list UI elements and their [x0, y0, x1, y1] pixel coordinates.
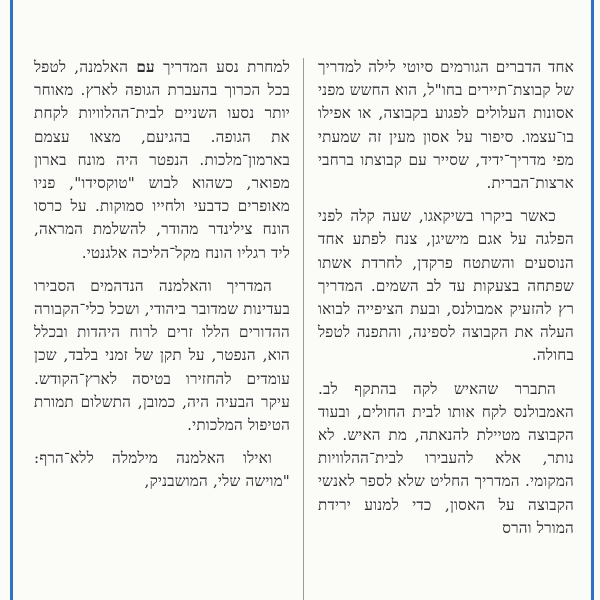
left-column-paragraph-3: ואילו האלמנה מילמלה ללא־הרף: "מוישה שלי, המושבניק, [34, 449, 290, 491]
left-text-column [34, 56, 290, 494]
paragraph-gap [34, 437, 290, 447]
right-column-paragraph-1: אחד הדברים הגורמים סיוטי לילה למדריך של קבוצת־תיירים בחו"ל, הוא החשש מפני אסונות העלולים לפגוע בקבוצה, או אפילו בו־עצמו. סיפור על אסון מעין זה שמעתי מפי מדריך־ידיד, שסייר עם קבוצתו ברחבי ארצות־הברית. [318, 58, 574, 193]
paragraph-gap [34, 265, 290, 275]
column-divider [303, 58, 304, 600]
left-paragraph-1-bold-word: עם [136, 58, 155, 76]
right-text-column [318, 56, 574, 540]
paragraph-gap [318, 195, 574, 205]
paragraph-gap [318, 368, 574, 378]
right-column-paragraph-2: כאשר ביקרו בשיקאגו, שעה קלה לפני הפלגה על אגם מישיגן, צנח לפתע אחד הנוסעים והשתטח פרקדן, לחרדת אשתו שפתחה בצעקות עד לב השמים. המדריך רץ להזעיק אמבולנס, ובעת הציפייה לבואו העלה את הקבוצה לספינה, והתפנה לטפל בחולה. [318, 207, 574, 365]
right-blue-border [591, 0, 594, 600]
right-column-paragraph-3: התברר שהאיש לקה בהתקף לב. האמבולנס לקח אותו לבית החולים, ובעוד הקבוצה מטיילת להנאתה, מת האיש. לא נותר, אלא להעבירו לבית־ההלוויות המקומי. המדריך החליט שלא לספר לאנשי הקבוצה על האסון, כדי למנוע ירידת המורל והרס [318, 379, 574, 537]
left-paragraph-1-opening: למחרת נסע המדריך [162, 58, 290, 76]
left-paragraph-1-body: האלמנה, לטפל בכל הכרוך בהעברת הגופה לארץ. מאוחר יותר נסעו השניים לבית־ההלוויות לקחת את הגופה. בהגיעם, מצאו עצמם בארמון־מלכות. הנפטר היה מונח בארון מפואר, כשהוא לבוש "טוקסידו", פניו מאופרים כדבעי ולחייו סמוקות. על כרסו הונח צילינדר מהודר, להשלמת המראה, ליד רגליו הונח מקל־הליכה אלגנטי. [34, 58, 290, 262]
left-column-paragraph-1 [34, 56, 290, 265]
left-column-paragraph-2: המדריך והאלמנה הנדהמים הסבירו בעדינות שמדובר ביהודי, ושכל כלי־הקבורה ההדורים הללו זרים לרוח היהדות ובכלל הוא, הנפטר, על תקן של זמני בלבד, שכן עומדים להחזירו בטיסה לארץ־הקודש. עיקר הבעיה היה, כמובן, התשלום תמורת הטיפול המלכותי. [34, 276, 290, 435]
left-blue-border [10, 0, 13, 600]
